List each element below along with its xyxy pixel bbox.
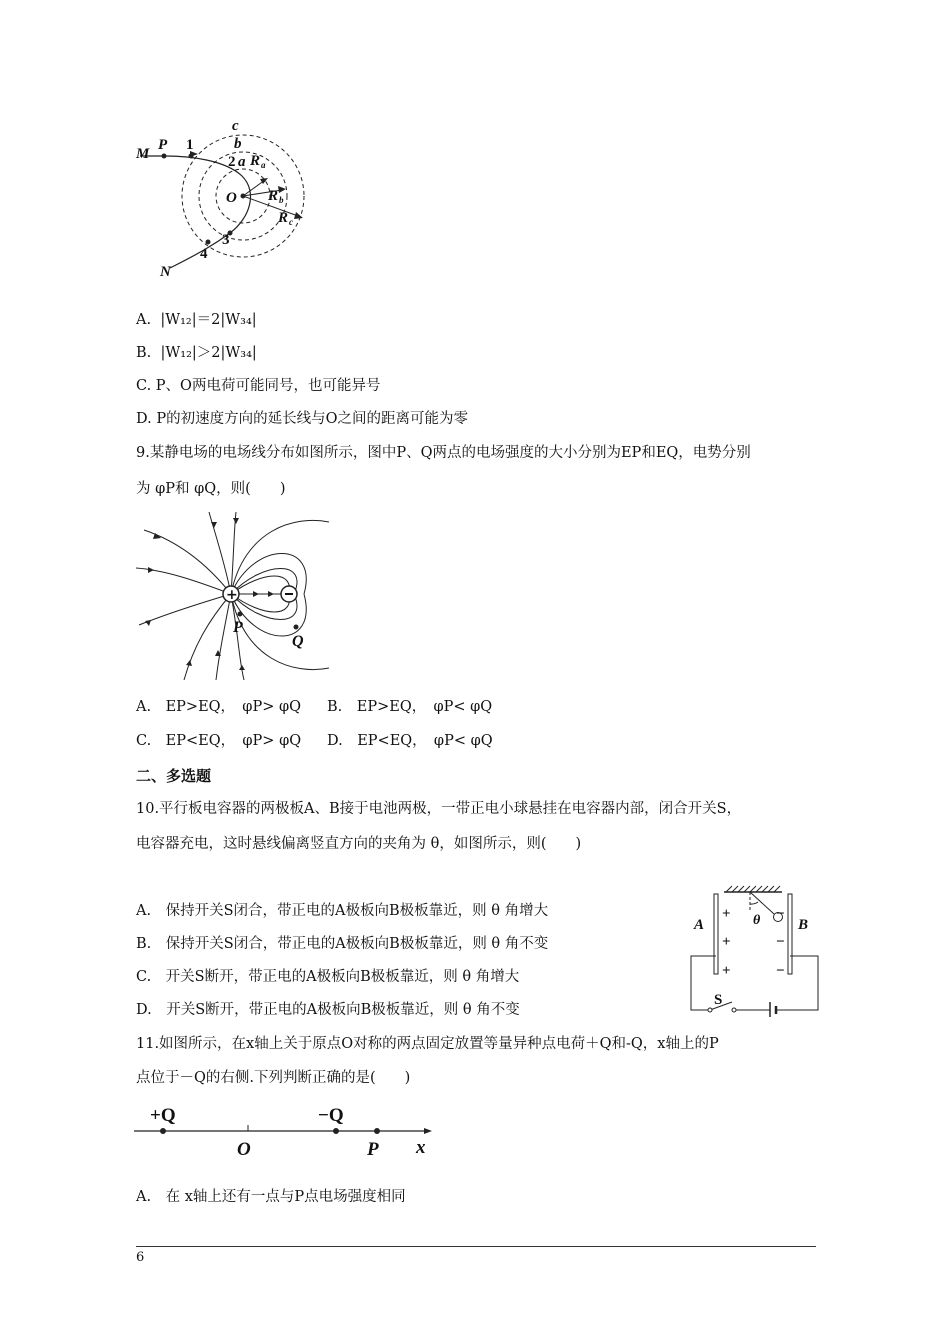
svg-text:N: N: [160, 264, 171, 280]
q11-stem-line1: 11.如图所示，在x轴上关于原点O对称的两点固定放置等量异种点电荷＋Q和-Q，x轴上的P: [136, 1036, 719, 1052]
svg-text:2: 2: [228, 154, 236, 170]
q8-option-a: A. |W₁₂|＝2|W₃₄|: [136, 312, 257, 328]
svg-text:x: x: [416, 1137, 426, 1158]
svg-text:S: S: [714, 992, 723, 1008]
svg-text:c: c: [232, 118, 239, 134]
q11-option-a: A. 在 x轴上还有一点与P点电场强度相同: [136, 1189, 406, 1205]
svg-text:M: M: [136, 146, 150, 162]
figure-field-lines: [134, 510, 334, 682]
q10-stem-line1: 10.平行板电容器的两极板A、B接于电池两极，一带正电小球悬挂在电容器内部，闭合开关S，: [136, 801, 742, 817]
svg-text:a: a: [261, 160, 266, 170]
svg-text:−: −: [776, 934, 785, 950]
svg-text:θ: θ: [753, 913, 761, 928]
q10-option-c: C. 开关S断开，带正电的A极板向B极板靠近，则 θ 角增大: [136, 969, 520, 985]
q8-option-d: D. P的初速度方向的延长线与O之间的距离可能为零: [136, 411, 468, 427]
q10-option-a: A. 保持开关S闭合，带正电的A极板向B极板靠近，则 θ 角增大: [136, 903, 549, 919]
q11-stem-line2: 点位于－Q的右侧.下列判断正确的是( ): [136, 1070, 411, 1086]
q9-option-b: B. EP>EQ， φP< φQ: [327, 699, 493, 715]
svg-text:+: +: [722, 934, 731, 950]
q8-option-b: B. |W₁₂|＞2|W₃₄|: [136, 345, 257, 361]
svg-text:c: c: [289, 217, 293, 227]
q10-stem-line2: 电容器充电，这时悬线偏离竖直方向的夹角为 θ，如图所示，则( ): [136, 836, 582, 852]
q10-option-d: D. 开关S断开，带正电的A极板向B极板靠近，则 θ 角不变: [136, 1002, 520, 1018]
svg-text:R: R: [250, 153, 261, 169]
svg-text:R: R: [268, 188, 279, 204]
svg-text:3: 3: [222, 232, 230, 248]
svg-text:+: +: [226, 587, 238, 603]
svg-text:Q: Q: [292, 633, 304, 650]
svg-text:b: b: [279, 195, 284, 205]
page-number: 6: [136, 1250, 145, 1265]
figure-capacitor-circuit: [686, 882, 822, 1017]
footer-rule: [136, 1246, 816, 1247]
figure-concentric-orbits: [130, 118, 320, 283]
svg-text:+Q: +Q: [150, 1105, 176, 1126]
svg-text:1: 1: [186, 137, 194, 153]
svg-text:−: −: [776, 963, 785, 979]
q9-option-c: C. EP<EQ， φP> φQ: [136, 733, 302, 749]
q10-option-b: B. 保持开关S闭合，带正电的A极板向B极板靠近，则 θ 角不变: [136, 936, 549, 952]
figure-x-axis-charges: [132, 1095, 442, 1165]
trajectory-curve: [140, 156, 251, 268]
svg-text:P: P: [158, 137, 168, 153]
point-P: [238, 612, 243, 617]
q8-option-c: C. P、O两电荷可能同号，也可能异号: [136, 378, 381, 394]
svg-text:O: O: [237, 1139, 251, 1160]
svg-text:R: R: [278, 210, 289, 226]
svg-text:4: 4: [200, 246, 208, 262]
q9-stem-line2: 为 φP和 φQ，则( ): [136, 481, 286, 497]
q9-option-a: A. EP>EQ， φP> φQ: [136, 699, 302, 715]
svg-text:−: −: [776, 906, 785, 922]
svg-text:O: O: [226, 190, 237, 206]
svg-text:−Q: −Q: [318, 1105, 344, 1126]
q9-option-d: D. EP<EQ， φP< φQ: [327, 733, 493, 749]
svg-text:P: P: [367, 1139, 379, 1160]
svg-text:B: B: [798, 917, 809, 933]
svg-text:P: P: [233, 619, 243, 636]
section-heading-multi-choice: 二、多选题: [136, 767, 212, 785]
svg-text:A: A: [694, 917, 705, 933]
svg-text:b: b: [234, 136, 242, 152]
svg-text:+: +: [722, 963, 731, 979]
svg-text:+: +: [722, 906, 731, 922]
q9-stem-line1: 9.某静电场的电场线分布如图所示，图中P、Q两点的电场强度的大小分别为EP和EQ，电势分别: [136, 445, 751, 461]
svg-text:a: a: [238, 154, 246, 170]
point-Q: [294, 625, 299, 630]
